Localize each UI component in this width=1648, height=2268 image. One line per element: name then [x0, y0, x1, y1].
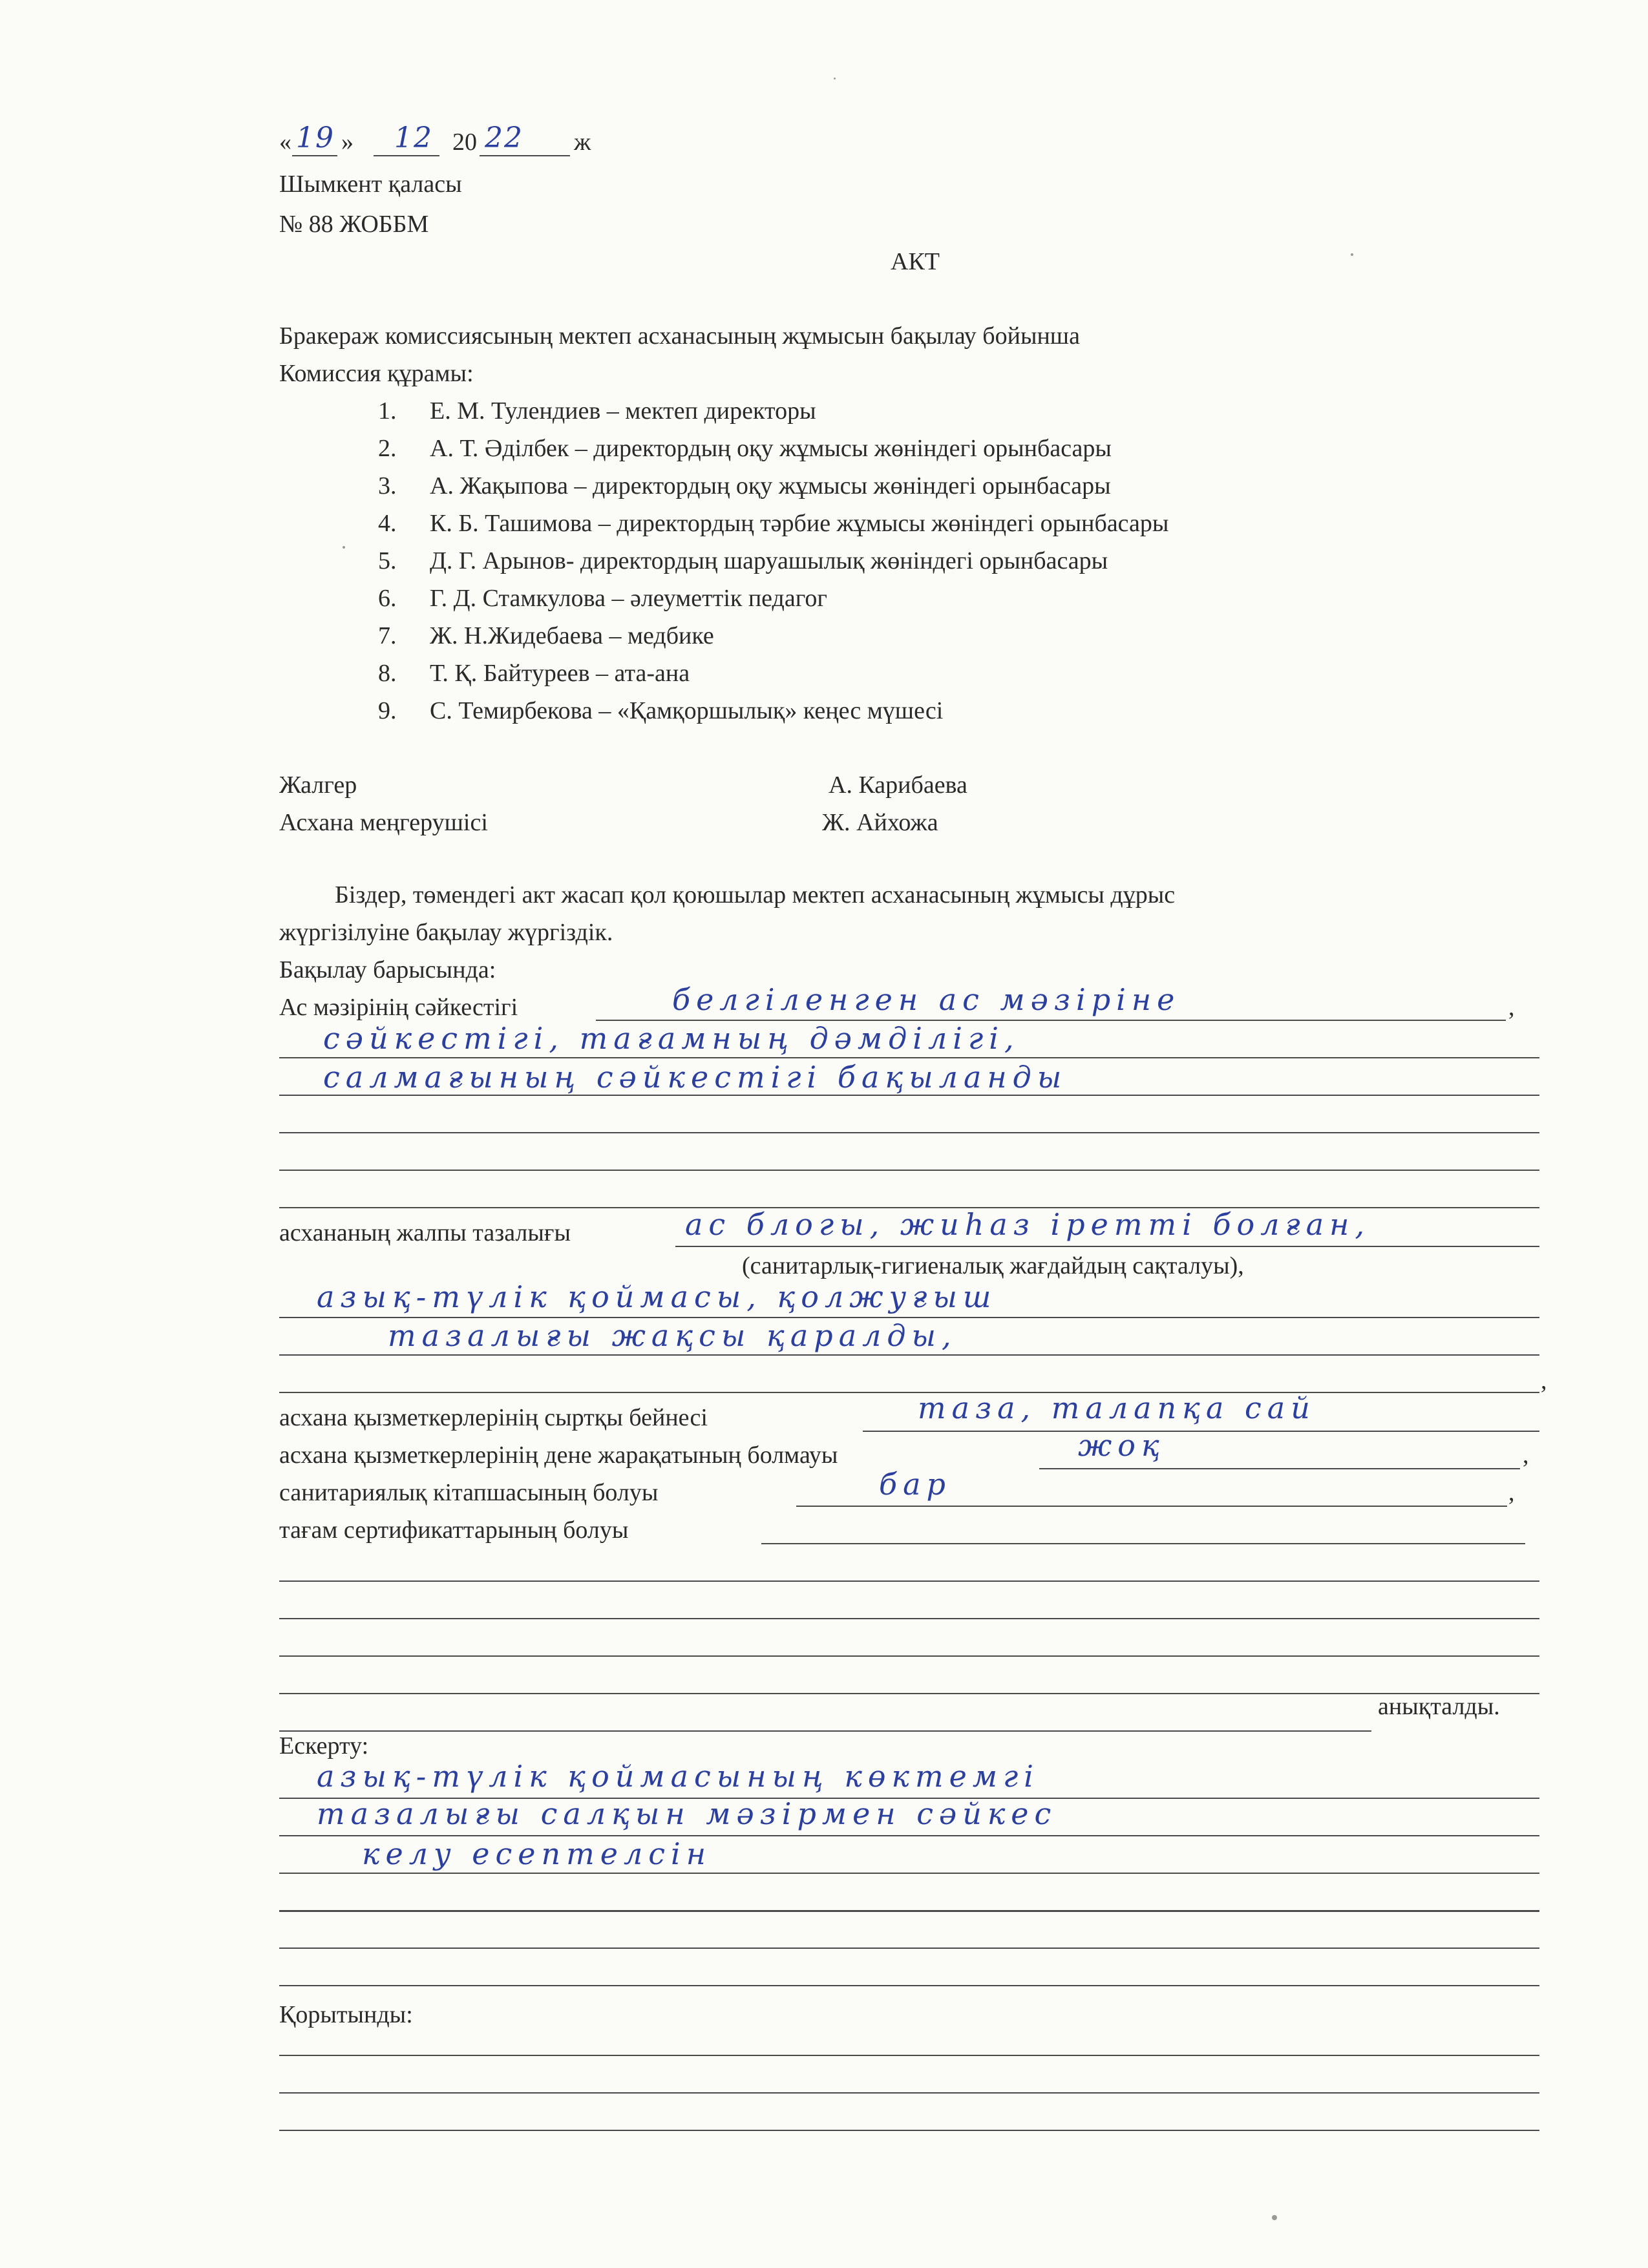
scan-speck [343, 546, 345, 549]
member-number: 8. [378, 660, 397, 687]
appearance-handwriting: таза, талапқа сай [918, 1391, 1316, 1425]
member-number: 1. [378, 397, 397, 425]
conclusion-line-3 [279, 2130, 1539, 2131]
member-number: 9. [378, 697, 397, 724]
school-name: № 88 ЖОББМ [279, 211, 429, 238]
intro-paragraph-line1: Біздер, төмендегі акт жасап қол қоюшылар мектеп асханасының жұмысы дұрыс [335, 881, 1176, 908]
remarks-line-6 [279, 1985, 1539, 1986]
injury-comma: , [1523, 1442, 1529, 1469]
cleanliness-comma: , [1541, 1367, 1547, 1394]
cleanliness-label: асхананың жалпы тазалығы [279, 1219, 571, 1246]
act-subject: Бракераж комиссиясының мектеп асханасының жұмысын бақылау бойынша [279, 322, 1080, 350]
inspection-label: Бақылау барысында: [279, 956, 496, 983]
remarks-line-4 [279, 1910, 1539, 1912]
member-text: А. Жақыпова – директордың оқу жұмысы жөніндегі орынбасары [430, 472, 1111, 499]
cleanliness-handwriting-3: тазалығы жақсы қаралды, [388, 1318, 957, 1353]
tenant-name: А. Карибаева [829, 772, 967, 799]
date-year-line [480, 155, 570, 156]
cleanliness-line-1 [675, 1246, 1539, 1247]
canteen-head-label: Асхана меңгерушісі [279, 809, 488, 836]
member-text: Ж. Н.Жидебаева – медбике [430, 622, 714, 649]
cleanliness-line-4 [279, 1392, 1539, 1393]
member-text: А. Т. Әділбек – директордың оқу жұмысы жөніндегі орынбасары [430, 435, 1112, 462]
member-number: 7. [378, 622, 397, 649]
member-text: Д. Г. Арынов- директордың шаруашылық жөніндегі орынбасары [430, 547, 1108, 574]
sanitary-book-label: санитариялық кітапшасының болуы [279, 1479, 659, 1506]
conclusion-line-1 [279, 2055, 1539, 2056]
intro-paragraph-line2: жүргізілуіне бақылау жүргіздік. [279, 919, 613, 946]
sanitary-note: (санитарлық-гигиеналық жағдайдың сақталуы), [742, 1252, 1244, 1279]
sanitary-book-comma: , [1508, 1479, 1515, 1506]
city: Шымкент қаласы [279, 171, 462, 198]
scan-speck [834, 78, 836, 79]
certificates-label: тағам сертификаттарының болуы [279, 1517, 629, 1544]
conclusion-label: Қорытынды: [279, 2001, 413, 2028]
menu-comma: , [1508, 994, 1515, 1021]
menu-handwriting-2: сәйкестігі, тағамның дәмділігі, [323, 1021, 1020, 1056]
remarks-label: Ескерту: [279, 1732, 369, 1759]
remarks-handwriting-3: келу есептелсін [362, 1836, 712, 1871]
cleanliness-handwriting-2: азық-түлік қоймасы, қолжуғыш [317, 1279, 997, 1314]
certificates-line-1 [761, 1543, 1525, 1544]
scan-speck [1351, 253, 1353, 256]
date-close-quote: » [341, 129, 354, 156]
member-number: 5. [378, 547, 397, 574]
appearance-label: асхана қызметкерлерінің сыртқы бейнесі [279, 1404, 708, 1431]
menu-line-2 [279, 1057, 1539, 1058]
certificates-line-6 [279, 1730, 1371, 1732]
date-year-prefix: 20 [452, 129, 477, 156]
tenant-label: Жалгер [279, 772, 357, 799]
remarks-handwriting-2: тазалығы салқын мәзірмен сәйкес [317, 1796, 1057, 1831]
cleanliness-handwriting-1: ас блогы, жиһаз іретті болған, [685, 1207, 1371, 1242]
appearance-line [863, 1431, 1539, 1432]
date-year-suffix: 22 [485, 121, 523, 154]
member-text: С. Темирбекова – «Қамқоршылық» кеңес мүшесі [430, 697, 944, 724]
date-suffix: ж [574, 129, 591, 156]
member-text: Е. М. Тулендиев – мектеп директоры [430, 397, 816, 425]
menu-handwriting-1: белгіленген ас мәзіріне [672, 982, 1181, 1017]
scan-speck [1272, 2215, 1277, 2220]
date-month: 12 [394, 121, 433, 154]
member-number: 2. [378, 435, 397, 462]
date-day: 19 [296, 121, 335, 154]
certificates-line-5 [279, 1693, 1539, 1694]
cleanliness-line-3 [279, 1354, 1539, 1356]
member-number: 6. [378, 585, 397, 612]
certificates-line-2 [279, 1580, 1539, 1582]
remarks-line-5 [279, 1948, 1539, 1949]
remarks-line-3 [279, 1873, 1539, 1874]
canteen-head-name: Ж. Айхожа [822, 809, 938, 836]
injury-line [1039, 1468, 1520, 1469]
member-number: 3. [378, 472, 397, 499]
sanitary-book-handwriting: бар [879, 1467, 951, 1502]
found-label: анықталды. [1378, 1693, 1500, 1720]
certificates-line-3 [279, 1618, 1539, 1619]
date-month-line [374, 155, 439, 156]
member-text: Т. Қ. Байтуреев – ата-ана [430, 660, 690, 687]
member-text: К. Б. Ташимова – директордың тәрбие жұмысы жөніндегі орынбасары [430, 510, 1169, 537]
remarks-handwriting-1: азық-түлік қоймасының көктемгі [317, 1759, 1039, 1794]
document-title: АКТ [891, 248, 940, 275]
injury-label: асхана қызметкерлерінің дене жарақатының болмауы [279, 1442, 838, 1469]
certificates-line-4 [279, 1655, 1539, 1657]
sanitary-book-line [796, 1506, 1507, 1507]
committee-label: Комиссия құрамы: [279, 360, 474, 387]
date-open-quote: « [279, 129, 291, 156]
menu-line-5 [279, 1170, 1539, 1171]
menu-handwriting-3: салмағының сәйкестігі бақыланды [323, 1060, 1068, 1095]
injury-handwriting: жоқ [1078, 1428, 1165, 1463]
menu-compliance-label: Ас мәзірінің сәйкестігі [279, 994, 518, 1021]
menu-line-4 [279, 1132, 1539, 1133]
menu-line-3 [279, 1095, 1539, 1096]
member-text: Г. Д. Стамкулова – әлеуметтік педагог [430, 585, 827, 612]
conclusion-line-2 [279, 2092, 1539, 2094]
date-day-line [292, 155, 337, 156]
member-number: 4. [378, 510, 397, 537]
